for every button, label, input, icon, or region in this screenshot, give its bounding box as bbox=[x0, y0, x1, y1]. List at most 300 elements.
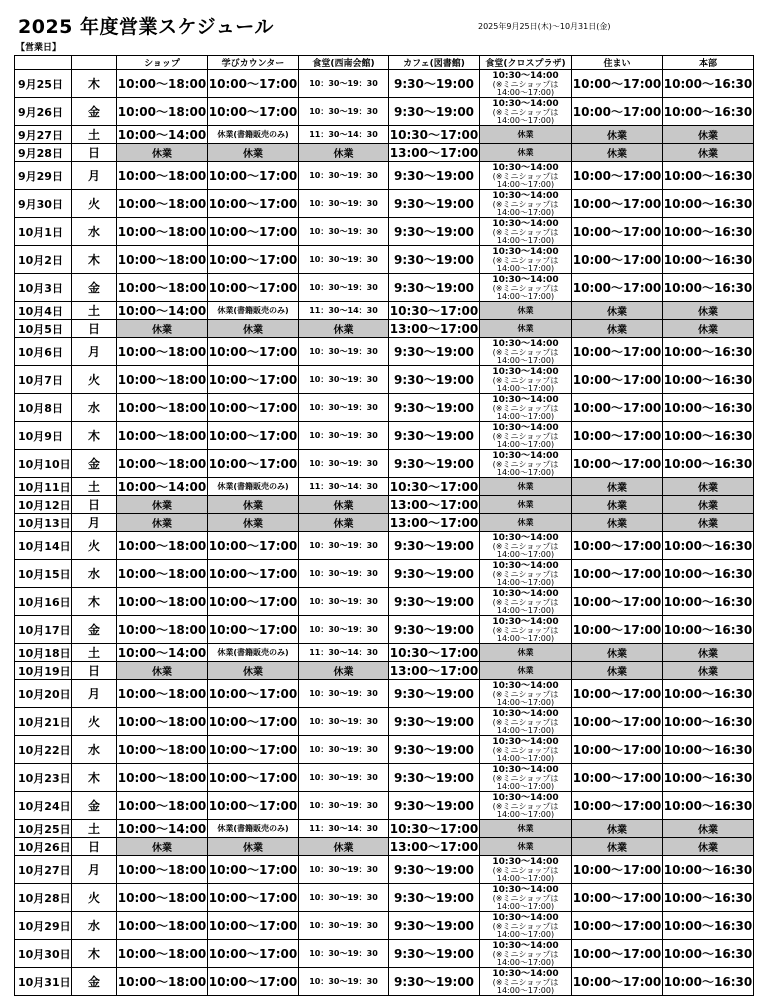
headquarters-hours: 10:00～16:30 bbox=[663, 708, 754, 736]
day-cell: 金 bbox=[72, 792, 117, 820]
housing-hours: 10:00～17:00 bbox=[572, 616, 663, 644]
crossplaza-hours bbox=[480, 366, 572, 394]
manabi-hours: 10:00～17:00 bbox=[208, 274, 299, 302]
manabi-hours: 休業 bbox=[208, 514, 299, 532]
crossplaza-minishop-note: 14:00～17:00) bbox=[496, 929, 555, 939]
shop-hours: 10:00～18:00 bbox=[117, 162, 208, 190]
cafe-hours: 9:30～19:00 bbox=[389, 708, 480, 736]
manabi-hours: 10:00～17:00 bbox=[208, 218, 299, 246]
crossplaza-minishop-note: 14:00～17:00) bbox=[496, 605, 555, 615]
crossplaza-hours bbox=[480, 968, 572, 996]
crossplaza-hours-main: 10:30～14:00 bbox=[492, 680, 559, 691]
housing-hours: 10:00～17:00 bbox=[572, 588, 663, 616]
table-row bbox=[15, 884, 754, 912]
table-row bbox=[15, 856, 754, 884]
table-row bbox=[15, 940, 754, 968]
seinan-hours: 11：30～14：30 bbox=[299, 126, 389, 144]
crossplaza-hours bbox=[480, 588, 572, 616]
shop-hours: 10:00～18:00 bbox=[117, 764, 208, 792]
headquarters-hours: 休業 bbox=[663, 144, 754, 162]
headquarters-hours: 10:00～16:30 bbox=[663, 450, 754, 478]
crossplaza-minishop-note: (※ミニショップは bbox=[492, 949, 559, 959]
day-cell: 月 bbox=[72, 162, 117, 190]
cafe-hours: 9:30～19:00 bbox=[389, 764, 480, 792]
seinan-hours: 休業 bbox=[299, 496, 389, 514]
headquarters-hours: 10:00～16:30 bbox=[663, 856, 754, 884]
headquarters-hours: 休業 bbox=[663, 662, 754, 680]
headquarters-hours: 休業 bbox=[663, 478, 754, 496]
headquarters-hours: 休業 bbox=[663, 838, 754, 856]
crossplaza-hours-main: 10:30～14:00 bbox=[492, 218, 559, 229]
headquarters-hours: 10:00～16:30 bbox=[663, 394, 754, 422]
crossplaza-minishop-note: 14:00～17:00) bbox=[496, 179, 555, 189]
table-row bbox=[15, 560, 754, 588]
table-row bbox=[15, 838, 754, 856]
crossplaza-hours bbox=[480, 680, 572, 708]
crossplaza-minishop-note: 14:00～17:00) bbox=[496, 697, 555, 707]
crossplaza-minishop-note: (※ミニショップは bbox=[492, 773, 559, 783]
table-row bbox=[15, 680, 754, 708]
manabi-hours: 10:00～17:00 bbox=[208, 680, 299, 708]
table-row bbox=[15, 218, 754, 246]
crossplaza-hours-main: 10:30～14:00 bbox=[492, 912, 559, 923]
manabi-hours: 10:00～17:00 bbox=[208, 98, 299, 126]
crossplaza-minishop-note: (※ミニショップは bbox=[492, 569, 559, 579]
day-cell: 土 bbox=[72, 478, 117, 496]
cafe-hours: 10:30～17:00 bbox=[389, 644, 480, 662]
crossplaza-hours-main: 10:30～14:00 bbox=[492, 162, 559, 173]
crossplaza-hours bbox=[480, 98, 572, 126]
shop-hours: 10:00～18:00 bbox=[117, 218, 208, 246]
day-cell: 土 bbox=[72, 820, 117, 838]
crossplaza-minishop-note: (※ミニショップは bbox=[492, 865, 559, 875]
cafe-hours: 9:30～19:00 bbox=[389, 422, 480, 450]
crossplaza-minishop-note: (※ミニショップは bbox=[492, 921, 559, 931]
table-row bbox=[15, 98, 754, 126]
crossplaza-hours-main: 10:30～14:00 bbox=[492, 764, 559, 775]
manabi-hours: 休業(書籍販売のみ) bbox=[208, 644, 299, 662]
table-row bbox=[15, 820, 754, 838]
housing-hours: 10:00～17:00 bbox=[572, 884, 663, 912]
cafe-hours: 9:30～19:00 bbox=[389, 532, 480, 560]
crossplaza-hours bbox=[480, 764, 572, 792]
day-cell: 月 bbox=[72, 338, 117, 366]
headquarters-hours: 休業 bbox=[663, 320, 754, 338]
shop-hours: 10:00～18:00 bbox=[117, 616, 208, 644]
crossplaza-minishop-note: (※ミニショップは bbox=[492, 403, 559, 413]
headquarters-hours: 休業 bbox=[663, 302, 754, 320]
crossplaza-minishop-note: (※ミニショップは bbox=[492, 459, 559, 469]
seinan-hours: 休業 bbox=[299, 838, 389, 856]
headquarters-hours: 10:00～16:30 bbox=[663, 274, 754, 302]
table-row bbox=[15, 162, 754, 190]
seinan-hours: 10：30～19：30 bbox=[299, 98, 389, 126]
page-title: 2025 年度営業スケジュール bbox=[18, 16, 274, 38]
day-cell: 木 bbox=[72, 940, 117, 968]
seinan-hours: 10：30～19：30 bbox=[299, 968, 389, 996]
crossplaza-hours: 休業 bbox=[480, 838, 572, 856]
headquarters-hours: 10:00～16:30 bbox=[663, 338, 754, 366]
headquarters-hours: 10:00～16:30 bbox=[663, 190, 754, 218]
manabi-hours: 10:00～17:00 bbox=[208, 912, 299, 940]
manabi-hours: 10:00～17:00 bbox=[208, 450, 299, 478]
shop-hours: 10:00～18:00 bbox=[117, 394, 208, 422]
header-cafe-library: カフェ(図書館) bbox=[389, 56, 480, 70]
date-cell: 10月1日 bbox=[15, 218, 72, 246]
table-row bbox=[15, 968, 754, 996]
headquarters-hours: 10:00～16:30 bbox=[663, 884, 754, 912]
date-cell: 10月12日 bbox=[15, 496, 72, 514]
shop-hours: 休業 bbox=[117, 496, 208, 514]
seinan-hours: 10：30～19：30 bbox=[299, 162, 389, 190]
headquarters-hours: 休業 bbox=[663, 126, 754, 144]
day-cell: 月 bbox=[72, 856, 117, 884]
seinan-hours: 休業 bbox=[299, 144, 389, 162]
seinan-hours: 10：30～19：30 bbox=[299, 680, 389, 708]
manabi-hours: 休業(書籍販売のみ) bbox=[208, 478, 299, 496]
headquarters-hours: 10:00～16:30 bbox=[663, 422, 754, 450]
date-cell: 10月27日 bbox=[15, 856, 72, 884]
shop-hours: 10:00～14:00 bbox=[117, 820, 208, 838]
table-row bbox=[15, 662, 754, 680]
seinan-hours: 10：30～19：30 bbox=[299, 246, 389, 274]
cafe-hours: 10:30～17:00 bbox=[389, 478, 480, 496]
date-cell: 10月9日 bbox=[15, 422, 72, 450]
shop-hours: 10:00～18:00 bbox=[117, 190, 208, 218]
manabi-hours: 休業 bbox=[208, 144, 299, 162]
day-cell: 月 bbox=[72, 514, 117, 532]
cafe-hours: 9:30～19:00 bbox=[389, 968, 480, 996]
manabi-hours: 10:00～17:00 bbox=[208, 190, 299, 218]
date-cell: 10月14日 bbox=[15, 532, 72, 560]
crossplaza-minishop-note: (※ミニショップは bbox=[492, 283, 559, 293]
headquarters-hours: 10:00～16:30 bbox=[663, 162, 754, 190]
shop-hours: 10:00～14:00 bbox=[117, 302, 208, 320]
table-row bbox=[15, 644, 754, 662]
date-cell: 10月18日 bbox=[15, 644, 72, 662]
housing-hours: 10:00～17:00 bbox=[572, 708, 663, 736]
seinan-hours: 10：30～19：30 bbox=[299, 338, 389, 366]
day-cell: 水 bbox=[72, 218, 117, 246]
day-cell: 日 bbox=[72, 662, 117, 680]
header-day bbox=[72, 56, 117, 70]
manabi-hours: 10:00～17:00 bbox=[208, 422, 299, 450]
headquarters-hours: 10:00～16:30 bbox=[663, 764, 754, 792]
date-cell: 10月28日 bbox=[15, 884, 72, 912]
crossplaza-hours-main: 10:30～14:00 bbox=[492, 708, 559, 719]
crossplaza-minishop-note: 14:00～17:00) bbox=[496, 355, 555, 365]
shop-hours: 休業 bbox=[117, 662, 208, 680]
crossplaza-minishop-note: (※ミニショップは bbox=[492, 717, 559, 727]
crossplaza-minishop-note: 14:00～17:00) bbox=[496, 725, 555, 735]
crossplaza-minishop-note: 14:00～17:00) bbox=[496, 809, 555, 819]
manabi-hours: 10:00～17:00 bbox=[208, 856, 299, 884]
day-cell: 水 bbox=[72, 394, 117, 422]
cafe-hours: 9:30～19:00 bbox=[389, 792, 480, 820]
housing-hours: 休業 bbox=[572, 144, 663, 162]
shop-hours: 休業 bbox=[117, 838, 208, 856]
cafe-hours: 9:30～19:00 bbox=[389, 246, 480, 274]
housing-hours: 10:00～17:00 bbox=[572, 394, 663, 422]
crossplaza-minishop-note: (※ミニショップは bbox=[492, 431, 559, 441]
date-cell: 10月10日 bbox=[15, 450, 72, 478]
seinan-hours: 休業 bbox=[299, 320, 389, 338]
section-label: 【営業日】 bbox=[16, 43, 62, 53]
cafe-hours: 13:00～17:00 bbox=[389, 144, 480, 162]
crossplaza-hours: 休業 bbox=[480, 478, 572, 496]
crossplaza-minishop-note: (※ミニショップは bbox=[492, 199, 559, 209]
header-housing: 住まい bbox=[572, 56, 663, 70]
table-row bbox=[15, 274, 754, 302]
manabi-hours: 10:00～17:00 bbox=[208, 940, 299, 968]
housing-hours: 10:00～17:00 bbox=[572, 856, 663, 884]
day-cell: 金 bbox=[72, 968, 117, 996]
headquarters-hours: 休業 bbox=[663, 496, 754, 514]
manabi-hours: 10:00～17:00 bbox=[208, 532, 299, 560]
crossplaza-hours: 休業 bbox=[480, 144, 572, 162]
table-row bbox=[15, 302, 754, 320]
seinan-hours: 10：30～19：30 bbox=[299, 708, 389, 736]
seinan-hours: 休業 bbox=[299, 514, 389, 532]
headquarters-hours: 10:00～16:30 bbox=[663, 366, 754, 394]
seinan-hours: 10：30～19：30 bbox=[299, 736, 389, 764]
crossplaza-hours-main: 10:30～14:00 bbox=[492, 616, 559, 627]
date-cell: 9月28日 bbox=[15, 144, 72, 162]
shop-hours: 10:00～18:00 bbox=[117, 338, 208, 366]
headquarters-hours: 10:00～16:30 bbox=[663, 968, 754, 996]
day-cell: 火 bbox=[72, 708, 117, 736]
crossplaza-hours bbox=[480, 708, 572, 736]
crossplaza-hours-main: 10:30～14:00 bbox=[492, 394, 559, 405]
crossplaza-minishop-note: 14:00～17:00) bbox=[496, 577, 555, 587]
day-cell: 木 bbox=[72, 422, 117, 450]
seinan-hours: 10：30～19：30 bbox=[299, 588, 389, 616]
housing-hours: 休業 bbox=[572, 662, 663, 680]
cafe-hours: 13:00～17:00 bbox=[389, 514, 480, 532]
headquarters-hours: 10:00～16:30 bbox=[663, 246, 754, 274]
table-row bbox=[15, 190, 754, 218]
date-cell: 10月7日 bbox=[15, 366, 72, 394]
seinan-hours: 10：30～19：30 bbox=[299, 422, 389, 450]
manabi-hours: 10:00～17:00 bbox=[208, 338, 299, 366]
date-cell: 10月19日 bbox=[15, 662, 72, 680]
crossplaza-hours: 休業 bbox=[480, 662, 572, 680]
housing-hours: 10:00～17:00 bbox=[572, 736, 663, 764]
housing-hours: 10:00～17:00 bbox=[572, 940, 663, 968]
crossplaza-hours-main: 10:30～14:00 bbox=[492, 560, 559, 571]
crossplaza-hours-main: 10:30～14:00 bbox=[492, 70, 559, 81]
cafe-hours: 9:30～19:00 bbox=[389, 884, 480, 912]
housing-hours: 休業 bbox=[572, 478, 663, 496]
seinan-hours: 10：30～19：30 bbox=[299, 940, 389, 968]
day-cell: 日 bbox=[72, 496, 117, 514]
table-row bbox=[15, 496, 754, 514]
crossplaza-hours: 休業 bbox=[480, 820, 572, 838]
crossplaza-minishop-note: (※ミニショップは bbox=[492, 745, 559, 755]
cafe-hours: 9:30～19:00 bbox=[389, 98, 480, 126]
crossplaza-minishop-note: 14:00～17:00) bbox=[496, 207, 555, 217]
seinan-hours: 10：30～19：30 bbox=[299, 218, 389, 246]
crossplaza-hours: 休業 bbox=[480, 644, 572, 662]
crossplaza-hours bbox=[480, 940, 572, 968]
header-date bbox=[15, 56, 72, 70]
day-cell: 木 bbox=[72, 246, 117, 274]
crossplaza-minishop-note: (※ミニショップは bbox=[492, 375, 559, 385]
manabi-hours: 10:00～17:00 bbox=[208, 70, 299, 98]
crossplaza-hours bbox=[480, 218, 572, 246]
housing-hours: 10:00～17:00 bbox=[572, 450, 663, 478]
housing-hours: 10:00～17:00 bbox=[572, 792, 663, 820]
crossplaza-hours bbox=[480, 70, 572, 98]
seinan-hours: 10：30～19：30 bbox=[299, 884, 389, 912]
cafe-hours: 9:30～19:00 bbox=[389, 736, 480, 764]
shop-hours: 休業 bbox=[117, 514, 208, 532]
crossplaza-minishop-note: (※ミニショップは bbox=[492, 625, 559, 635]
crossplaza-hours-main: 10:30～14:00 bbox=[492, 246, 559, 257]
shop-hours: 10:00～18:00 bbox=[117, 856, 208, 884]
housing-hours: 休業 bbox=[572, 838, 663, 856]
crossplaza-minishop-note: 14:00～17:00) bbox=[496, 873, 555, 883]
table-row bbox=[15, 126, 754, 144]
seinan-hours: 10：30～19：30 bbox=[299, 532, 389, 560]
headquarters-hours: 10:00～16:30 bbox=[663, 940, 754, 968]
schedule-period: 2025年9月25日(木)～10月31日(金) bbox=[478, 22, 611, 31]
day-cell: 金 bbox=[72, 450, 117, 478]
crossplaza-minishop-note: (※ミニショップは bbox=[492, 541, 559, 551]
headquarters-hours: 10:00～16:30 bbox=[663, 792, 754, 820]
crossplaza-minishop-note: 14:00～17:00) bbox=[496, 439, 555, 449]
housing-hours: 10:00～17:00 bbox=[572, 190, 663, 218]
day-cell: 土 bbox=[72, 644, 117, 662]
manabi-hours: 休業 bbox=[208, 662, 299, 680]
date-cell: 10月22日 bbox=[15, 736, 72, 764]
crossplaza-hours bbox=[480, 190, 572, 218]
crossplaza-minishop-note: (※ミニショップは bbox=[492, 171, 559, 181]
crossplaza-hours-main: 10:30～14:00 bbox=[492, 588, 559, 599]
housing-hours: 10:00～17:00 bbox=[572, 98, 663, 126]
housing-hours: 10:00～17:00 bbox=[572, 338, 663, 366]
cafe-hours: 13:00～17:00 bbox=[389, 320, 480, 338]
crossplaza-hours bbox=[480, 532, 572, 560]
seinan-hours: 10：30～19：30 bbox=[299, 394, 389, 422]
date-cell: 10月20日 bbox=[15, 680, 72, 708]
seinan-hours: 10：30～19：30 bbox=[299, 450, 389, 478]
table-row bbox=[15, 144, 754, 162]
housing-hours: 10:00～17:00 bbox=[572, 366, 663, 394]
table-row bbox=[15, 736, 754, 764]
manabi-hours: 10:00～17:00 bbox=[208, 708, 299, 736]
crossplaza-hours bbox=[480, 274, 572, 302]
date-cell: 10月25日 bbox=[15, 820, 72, 838]
crossplaza-hours bbox=[480, 912, 572, 940]
day-cell: 水 bbox=[72, 560, 117, 588]
cafe-hours: 9:30～19:00 bbox=[389, 616, 480, 644]
header-manabi-counter: 学びカウンター bbox=[208, 56, 299, 70]
cafe-hours: 10:30～17:00 bbox=[389, 126, 480, 144]
date-cell: 9月27日 bbox=[15, 126, 72, 144]
header-row bbox=[15, 56, 754, 70]
day-cell: 火 bbox=[72, 366, 117, 394]
header-headquarters: 本部 bbox=[663, 56, 754, 70]
date-cell: 10月24日 bbox=[15, 792, 72, 820]
date-cell: 9月29日 bbox=[15, 162, 72, 190]
crossplaza-hours-main: 10:30～14:00 bbox=[492, 884, 559, 895]
housing-hours: 休業 bbox=[572, 496, 663, 514]
seinan-hours: 11：30～14：30 bbox=[299, 644, 389, 662]
crossplaza-hours bbox=[480, 792, 572, 820]
day-cell: 火 bbox=[72, 190, 117, 218]
crossplaza-hours bbox=[480, 162, 572, 190]
housing-hours: 10:00～17:00 bbox=[572, 70, 663, 98]
cafe-hours: 10:30～17:00 bbox=[389, 820, 480, 838]
table-row bbox=[15, 588, 754, 616]
date-cell: 10月4日 bbox=[15, 302, 72, 320]
crossplaza-minishop-note: 14:00～17:00) bbox=[496, 957, 555, 967]
table-row bbox=[15, 338, 754, 366]
day-cell: 日 bbox=[72, 838, 117, 856]
crossplaza-hours bbox=[480, 856, 572, 884]
crossplaza-minishop-note: (※ミニショップは bbox=[492, 255, 559, 265]
seinan-hours: 10：30～19：30 bbox=[299, 764, 389, 792]
crossplaza-hours-main: 10:30～14:00 bbox=[492, 422, 559, 433]
headquarters-hours: 10:00～16:30 bbox=[663, 680, 754, 708]
header-shop: ショップ bbox=[117, 56, 208, 70]
crossplaza-minishop-note: 14:00～17:00) bbox=[496, 291, 555, 301]
crossplaza-hours-main: 10:30～14:00 bbox=[492, 274, 559, 285]
crossplaza-minishop-note: (※ミニショップは bbox=[492, 227, 559, 237]
housing-hours: 10:00～17:00 bbox=[572, 968, 663, 996]
shop-hours: 10:00～18:00 bbox=[117, 98, 208, 126]
crossplaza-hours bbox=[480, 246, 572, 274]
crossplaza-minishop-note: 14:00～17:00) bbox=[496, 985, 555, 995]
housing-hours: 10:00～17:00 bbox=[572, 532, 663, 560]
date-cell: 9月30日 bbox=[15, 190, 72, 218]
table-row bbox=[15, 514, 754, 532]
crossplaza-minishop-note: 14:00～17:00) bbox=[496, 115, 555, 125]
manabi-hours: 10:00～17:00 bbox=[208, 968, 299, 996]
seinan-hours: 11：30～14：30 bbox=[299, 820, 389, 838]
crossplaza-minishop-note: 14:00～17:00) bbox=[496, 549, 555, 559]
headquarters-hours: 10:00～16:30 bbox=[663, 588, 754, 616]
shop-hours: 10:00～18:00 bbox=[117, 680, 208, 708]
table-row bbox=[15, 366, 754, 394]
manabi-hours: 休業(書籍販売のみ) bbox=[208, 126, 299, 144]
table-row bbox=[15, 422, 754, 450]
day-cell: 水 bbox=[72, 736, 117, 764]
date-cell: 10月11日 bbox=[15, 478, 72, 496]
manabi-hours: 10:00～17:00 bbox=[208, 764, 299, 792]
crossplaza-hours: 休業 bbox=[480, 302, 572, 320]
seinan-hours: 10：30～19：30 bbox=[299, 856, 389, 884]
seinan-hours: 10：30～19：30 bbox=[299, 274, 389, 302]
day-cell: 金 bbox=[72, 616, 117, 644]
crossplaza-hours bbox=[480, 338, 572, 366]
manabi-hours: 10:00～17:00 bbox=[208, 366, 299, 394]
table-row bbox=[15, 792, 754, 820]
table-row bbox=[15, 478, 754, 496]
date-cell: 10月6日 bbox=[15, 338, 72, 366]
date-cell: 10月15日 bbox=[15, 560, 72, 588]
header-cafeteria-crossplaza: 食堂(クロスプラザ) bbox=[480, 56, 572, 70]
headquarters-hours: 10:00～16:30 bbox=[663, 70, 754, 98]
day-cell: 金 bbox=[72, 98, 117, 126]
seinan-hours: 休業 bbox=[299, 662, 389, 680]
crossplaza-hours-main: 10:30～14:00 bbox=[492, 940, 559, 951]
cafe-hours: 13:00～17:00 bbox=[389, 496, 480, 514]
crossplaza-hours-main: 10:30～14:00 bbox=[492, 190, 559, 201]
manabi-hours: 10:00～17:00 bbox=[208, 616, 299, 644]
shop-hours: 10:00～14:00 bbox=[117, 126, 208, 144]
